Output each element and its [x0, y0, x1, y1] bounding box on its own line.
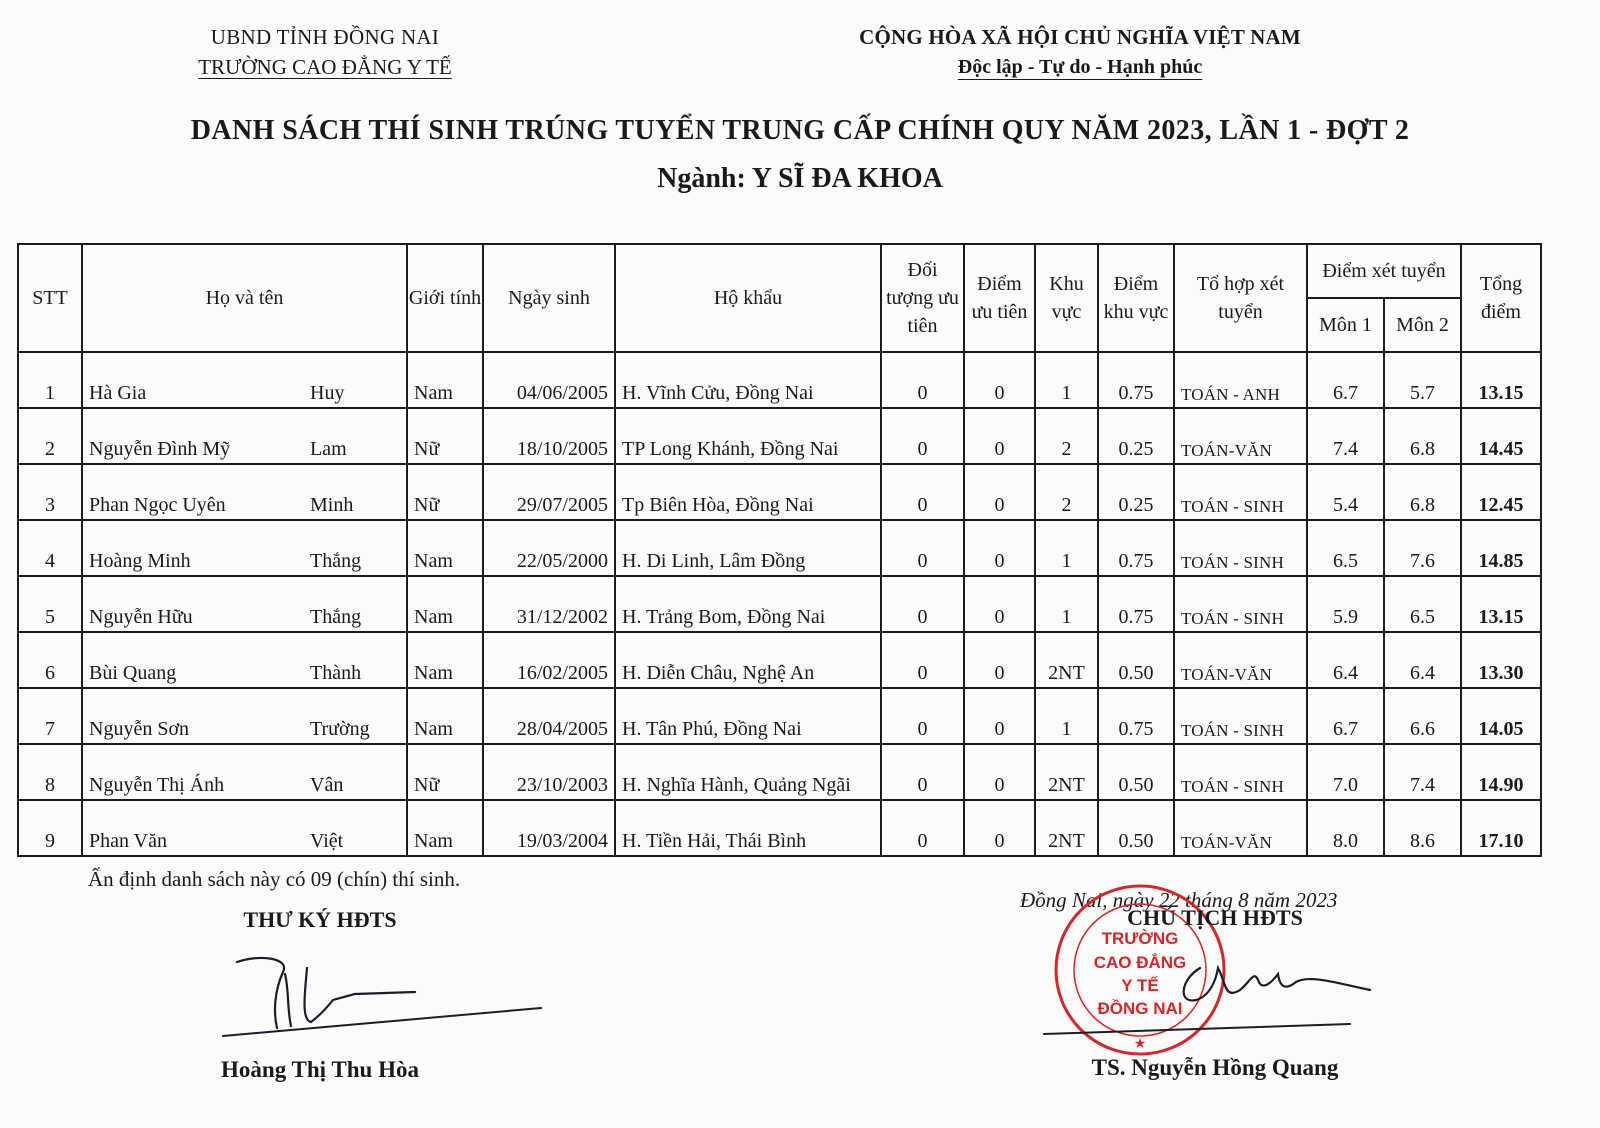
cell-gender: Nữ: [407, 744, 483, 800]
chair-signature: [1040, 940, 1400, 1040]
table-row: [18, 408, 1541, 464]
surname-and-middle: Nguyễn Hữu: [89, 606, 193, 628]
header-priority-points: Điểm ưu tiên: [964, 244, 1035, 352]
cell-dob: 16/02/2005: [483, 632, 615, 688]
cell-combination: TOÁN-VĂN: [1174, 800, 1307, 856]
cell-priority-points: 0: [964, 688, 1035, 744]
cell-priority-group: 0: [881, 744, 964, 800]
cell-priority-group: 0: [881, 352, 964, 408]
cell-residence: H. Tiền Hải, Thái Bình: [615, 800, 881, 856]
cell-subject-1: 6.4: [1307, 632, 1384, 688]
cell-subject-2: 6.8: [1384, 408, 1461, 464]
cell-priority-points: 0: [964, 744, 1035, 800]
header-subject-2: Môn 2: [1384, 298, 1461, 352]
header-combination: Tổ hợp xét tuyển: [1174, 244, 1307, 352]
cell-stt: 3: [18, 464, 82, 520]
cell-subject-2: 7.4: [1384, 744, 1461, 800]
document-title: DANH SÁCH THÍ SINH TRÚNG TUYỂN TRUNG CẤP CHÍNH QUY NĂM 2023, LẦN 1 - ĐỢT 2: [190, 115, 1410, 146]
cell-stt: 6: [18, 632, 82, 688]
cell-stt: 4: [18, 520, 82, 576]
agency-name: UBND TỈNH ĐỒNG NAI: [210, 25, 440, 49]
header-priority-group: Đối tượng ưu tiên: [881, 244, 964, 352]
header-gender: Giới tính: [407, 244, 483, 352]
cell-name: [82, 576, 407, 632]
cell-region-points: 0.25: [1098, 408, 1174, 464]
cell-stt: 5: [18, 576, 82, 632]
document-subtitle: Ngành: Y SĨ ĐA KHOA: [657, 163, 943, 194]
table-row: [18, 632, 1541, 688]
cell-region: 2NT: [1035, 744, 1098, 800]
cell-region: 1: [1035, 352, 1098, 408]
cell-priority-points: 0: [964, 576, 1035, 632]
cell-priority-group: 0: [881, 576, 964, 632]
list-note: Ấn định danh sách này có 09 (chín) thí sinh.: [88, 867, 461, 891]
cell-subject-2: 6.6: [1384, 688, 1461, 744]
given-name: Trường: [310, 718, 370, 740]
surname-and-middle: Bùi Quang: [89, 662, 177, 684]
surname-and-middle: Nguyễn Đình Mỹ: [89, 438, 231, 460]
cell-priority-points: 0: [964, 408, 1035, 464]
header-residence: Hộ khẩu: [615, 244, 881, 352]
cell-dob: 23/10/2003: [483, 744, 615, 800]
table-header-row: [18, 244, 1541, 298]
issuer-block: [150, 22, 500, 82]
cell-combination: TOÁN-VĂN: [1174, 632, 1307, 688]
cell-residence: H. Trảng Bom, Đồng Nai: [615, 576, 881, 632]
cell-total: 13.15: [1461, 576, 1541, 632]
cell-gender: Nữ: [407, 464, 483, 520]
cell-total: 13.30: [1461, 632, 1541, 688]
table-row: [18, 744, 1541, 800]
secretary-name: Hoàng Thị Thu Hòa: [221, 1057, 419, 1082]
svg-text:ĐỒNG NAI: ĐỒNG NAI: [1097, 999, 1183, 1018]
svg-text:Y TẾ: Y TẾ: [1121, 976, 1159, 995]
cell-gender: Nam: [407, 520, 483, 576]
cell-subject-1: 7.4: [1307, 408, 1384, 464]
cell-region-points: 0.50: [1098, 744, 1174, 800]
cell-region-points: 0.75: [1098, 688, 1174, 744]
cell-residence: H. Di Linh, Lâm Đồng: [615, 520, 881, 576]
cell-name: [82, 744, 407, 800]
given-name: Việt: [310, 830, 344, 852]
signing-date: Đồng Nai, ngày 22 tháng 8 năm 2023: [1020, 888, 1338, 912]
cell-residence: H. Nghĩa Hành, Quảng Ngãi: [615, 744, 881, 800]
cell-region: 2: [1035, 408, 1098, 464]
cell-subject-2: 6.4: [1384, 632, 1461, 688]
given-name: Thắng: [310, 550, 362, 572]
cell-total: 17.10: [1461, 800, 1541, 856]
cell-name: [82, 408, 407, 464]
cell-residence: Tp Biên Hòa, Đồng Nai: [615, 464, 881, 520]
header-dob: Ngày sinh: [483, 244, 615, 352]
svg-text:TRƯỜNG: TRƯỜNG: [1101, 929, 1179, 948]
chair-name: TS. Nguyễn Hồng Quang: [1091, 1055, 1339, 1080]
cell-subject-1: 8.0: [1307, 800, 1384, 856]
chair-title: CHỦ TỊCH HĐTS: [1127, 905, 1303, 930]
cell-subject-1: 6.7: [1307, 688, 1384, 744]
cell-priority-points: 0: [964, 352, 1035, 408]
cell-name: [82, 632, 407, 688]
cell-dob: 29/07/2005: [483, 464, 615, 520]
surname-and-middle: Phan Ngọc Uyên: [89, 494, 226, 516]
cell-region-points: 0.25: [1098, 464, 1174, 520]
surname-and-middle: Nguyễn Sơn: [89, 718, 190, 740]
cell-priority-points: 0: [964, 520, 1035, 576]
table-row: [18, 520, 1541, 576]
cell-dob: 22/05/2000: [483, 520, 615, 576]
cell-combination: TOÁN - SINH: [1174, 576, 1307, 632]
cell-priority-group: 0: [881, 800, 964, 856]
cell-total: 14.85: [1461, 520, 1541, 576]
cell-residence: H. Diễn Châu, Nghệ An: [615, 632, 881, 688]
cell-combination: TOÁN - SINH: [1174, 744, 1307, 800]
cell-subject-1: 5.9: [1307, 576, 1384, 632]
cell-region: 1: [1035, 520, 1098, 576]
table-row: [18, 576, 1541, 632]
table-body: [18, 352, 1541, 856]
header-region-points: Điểm khu vực: [1098, 244, 1174, 352]
cell-priority-points: 0: [964, 800, 1035, 856]
cell-gender: Nam: [407, 576, 483, 632]
national-header: [830, 22, 1330, 82]
cell-name: [82, 464, 407, 520]
cell-priority-group: 0: [881, 464, 964, 520]
secretary-title: THƯ KÝ HĐTS: [243, 907, 397, 932]
header-region: Khu vực: [1035, 244, 1098, 352]
school-name: TRƯỜNG CAO ĐẲNG Y TẾ: [198, 55, 452, 79]
cell-subject-2: 6.5: [1384, 576, 1461, 632]
cell-stt: 8: [18, 744, 82, 800]
cell-residence: H. Tân Phú, Đồng Nai: [615, 688, 881, 744]
cell-total: 12.45: [1461, 464, 1541, 520]
cell-subject-2: 7.6: [1384, 520, 1461, 576]
cell-region-points: 0.75: [1098, 520, 1174, 576]
given-name: Huy: [310, 382, 345, 404]
cell-region: 2NT: [1035, 800, 1098, 856]
header-stt: STT: [18, 244, 82, 352]
header-total: Tổng điểm: [1461, 244, 1541, 352]
table-row: [18, 464, 1541, 520]
cell-priority-group: 0: [881, 632, 964, 688]
given-name: Minh: [310, 494, 354, 516]
cell-region-points: 0.50: [1098, 800, 1174, 856]
cell-name: [82, 352, 407, 408]
cell-gender: Nam: [407, 800, 483, 856]
cell-name: [82, 800, 407, 856]
cell-combination: TOÁN - SINH: [1174, 464, 1307, 520]
cell-name: [82, 688, 407, 744]
cell-combination: TOÁN-VĂN: [1174, 408, 1307, 464]
surname-and-middle: Nguyễn Thị Ánh: [89, 774, 225, 796]
header-subject-1: Môn 1: [1307, 298, 1384, 352]
cell-residence: H. Vĩnh Cửu, Đồng Nai: [615, 352, 881, 408]
cell-combination: TOÁN - SINH: [1174, 520, 1307, 576]
cell-region: 1: [1035, 688, 1098, 744]
given-name: Thắng: [310, 606, 362, 628]
national-motto: Độc lập - Tự do - Hạnh phúc: [957, 56, 1203, 78]
cell-subject-2: 5.7: [1384, 352, 1461, 408]
surname-and-middle: Phan Văn: [89, 830, 167, 852]
cell-region: 1: [1035, 576, 1098, 632]
cell-gender: Nam: [407, 352, 483, 408]
cell-region: 2: [1035, 464, 1098, 520]
cell-total: 14.45: [1461, 408, 1541, 464]
svg-text:★: ★: [1133, 1037, 1147, 1052]
secretary-signature: [215, 950, 555, 1045]
cell-subject-1: 6.7: [1307, 352, 1384, 408]
table-row: [18, 800, 1541, 856]
cell-stt: 9: [18, 800, 82, 856]
cell-total: 14.90: [1461, 744, 1541, 800]
cell-subject-1: 7.0: [1307, 744, 1384, 800]
given-name: Vân: [310, 774, 344, 796]
cell-name: [82, 520, 407, 576]
cell-gender: Nữ: [407, 408, 483, 464]
cell-region: 2NT: [1035, 632, 1098, 688]
header-name: Họ và tên: [82, 244, 407, 352]
cell-residence: TP Long Khánh, Đồng Nai: [615, 408, 881, 464]
header-scores: Điểm xét tuyển: [1307, 244, 1461, 298]
given-name: Lam: [310, 438, 347, 460]
cell-dob: 28/04/2005: [483, 688, 615, 744]
cell-total: 14.05: [1461, 688, 1541, 744]
given-name: Thành: [310, 662, 362, 684]
cell-priority-group: 0: [881, 520, 964, 576]
cell-priority-group: 0: [881, 408, 964, 464]
cell-subject-1: 6.5: [1307, 520, 1384, 576]
cell-stt: 2: [18, 408, 82, 464]
admission-table: [17, 243, 1542, 857]
svg-text:CAO ĐẲNG: CAO ĐẲNG: [1093, 953, 1187, 972]
nation-name: CỘNG HÒA XÃ HỘI CHỦ NGHĨA VIỆT NAM: [859, 25, 1301, 49]
cell-region-points: 0.50: [1098, 632, 1174, 688]
cell-priority-points: 0: [964, 632, 1035, 688]
cell-subject-1: 5.4: [1307, 464, 1384, 520]
cell-region-points: 0.75: [1098, 576, 1174, 632]
cell-stt: 1: [18, 352, 82, 408]
cell-dob: 18/10/2005: [483, 408, 615, 464]
table-row: [18, 352, 1541, 408]
cell-total: 13.15: [1461, 352, 1541, 408]
cell-combination: TOÁN - ANH: [1174, 352, 1307, 408]
cell-subject-2: 6.8: [1384, 464, 1461, 520]
cell-dob: 19/03/2004: [483, 800, 615, 856]
cell-gender: Nam: [407, 688, 483, 744]
table-row: [18, 688, 1541, 744]
cell-gender: Nam: [407, 632, 483, 688]
surname-and-middle: Hà Gia: [89, 382, 147, 404]
cell-dob: 31/12/2002: [483, 576, 615, 632]
cell-stt: 7: [18, 688, 82, 744]
surname-and-middle: Hoàng Minh: [89, 550, 191, 572]
cell-subject-2: 8.6: [1384, 800, 1461, 856]
cell-combination: TOÁN - SINH: [1174, 688, 1307, 744]
cell-region-points: 0.75: [1098, 352, 1174, 408]
cell-priority-group: 0: [881, 688, 964, 744]
cell-dob: 04/06/2005: [483, 352, 615, 408]
cell-priority-points: 0: [964, 464, 1035, 520]
